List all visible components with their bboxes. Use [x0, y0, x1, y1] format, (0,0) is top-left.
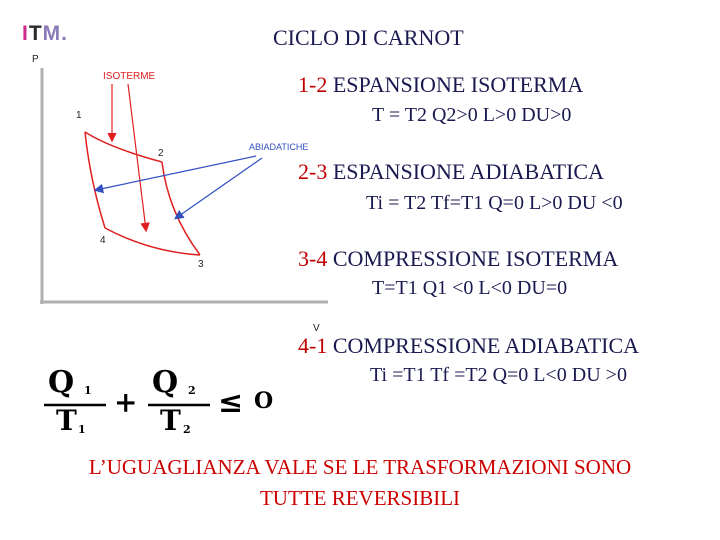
step-2-number: 2-3: [298, 159, 328, 184]
step-3-conditions: T=T1 Q1 <0 L<0 DU=0: [372, 277, 568, 299]
formula-t1-sub: 1: [78, 423, 86, 436]
logo-part-3: M.: [42, 22, 68, 45]
adiabatiche-arrow-2: [176, 158, 262, 218]
step-3-title: [298, 246, 618, 272]
formula-t2: T: [160, 404, 181, 437]
point-1-label: 1: [76, 110, 82, 121]
adiabat-2-3: [162, 162, 200, 255]
point-2-label: 2: [158, 148, 164, 159]
step-3-number: 3-4: [298, 246, 328, 271]
step-4-title: [298, 333, 639, 359]
isotherm-1-2: [85, 132, 162, 162]
adiabat-4-1: [85, 132, 105, 228]
formula-t1: T: [56, 404, 77, 437]
formula-q2: Q: [152, 365, 179, 400]
formula-zero: O: [254, 388, 274, 414]
page-title: CICLO DI CARNOT: [273, 25, 464, 50]
adiabatiche-arrow-1: [96, 156, 256, 190]
clausius-inequality: [44, 365, 273, 437]
step-4-number: 4-1: [298, 333, 328, 358]
v-axis-label: V: [313, 323, 320, 334]
logo-part-2: T: [28, 22, 43, 45]
footer-line-1: L’UGUAGLIANZA VALE SE LE TRASFORMAZIONI SONO: [88, 455, 632, 479]
point-4-label: 4: [100, 235, 106, 246]
formula-plus: +: [114, 386, 138, 419]
formula-leq: ≤: [218, 385, 244, 420]
step-4-conditions: Ti =T1 Tf =T2 Q=0 L<0 DU >0: [370, 364, 627, 386]
step-1-title: [298, 72, 583, 98]
formula-q1-sub: 1: [84, 384, 92, 397]
isoterme-label: ISOTERME: [103, 71, 156, 82]
step-2-title: [298, 159, 604, 185]
step-3-name: COMPRESSIONE ISOTERMA: [332, 246, 619, 271]
step-1-number: 1-2: [298, 72, 328, 97]
adiabatiche-label: ABIADATICHE: [249, 142, 309, 152]
p-axis-label: P: [32, 54, 39, 65]
step-4-name: COMPRESSIONE ADIABATICA: [332, 333, 640, 358]
step-2-conditions: Ti = T2 Tf=T1 Q=0 L>0 DU <0: [366, 192, 623, 214]
logo-part-1: I: [22, 22, 29, 45]
footer-line-2: TUTTE REVERSIBILI: [259, 486, 461, 510]
formula-q1: Q: [48, 365, 75, 400]
formula-t2-sub: 2: [183, 423, 191, 436]
step-1-name: ESPANSIONE ISOTERMA: [332, 72, 584, 97]
step-2-name: ESPANSIONE ADIABATICA: [332, 159, 604, 184]
formula-q2-sub: 2: [188, 384, 196, 397]
step-1-conditions: T = T2 Q2>0 L>0 DU>0: [372, 104, 572, 126]
point-3-label: 3: [198, 259, 204, 270]
